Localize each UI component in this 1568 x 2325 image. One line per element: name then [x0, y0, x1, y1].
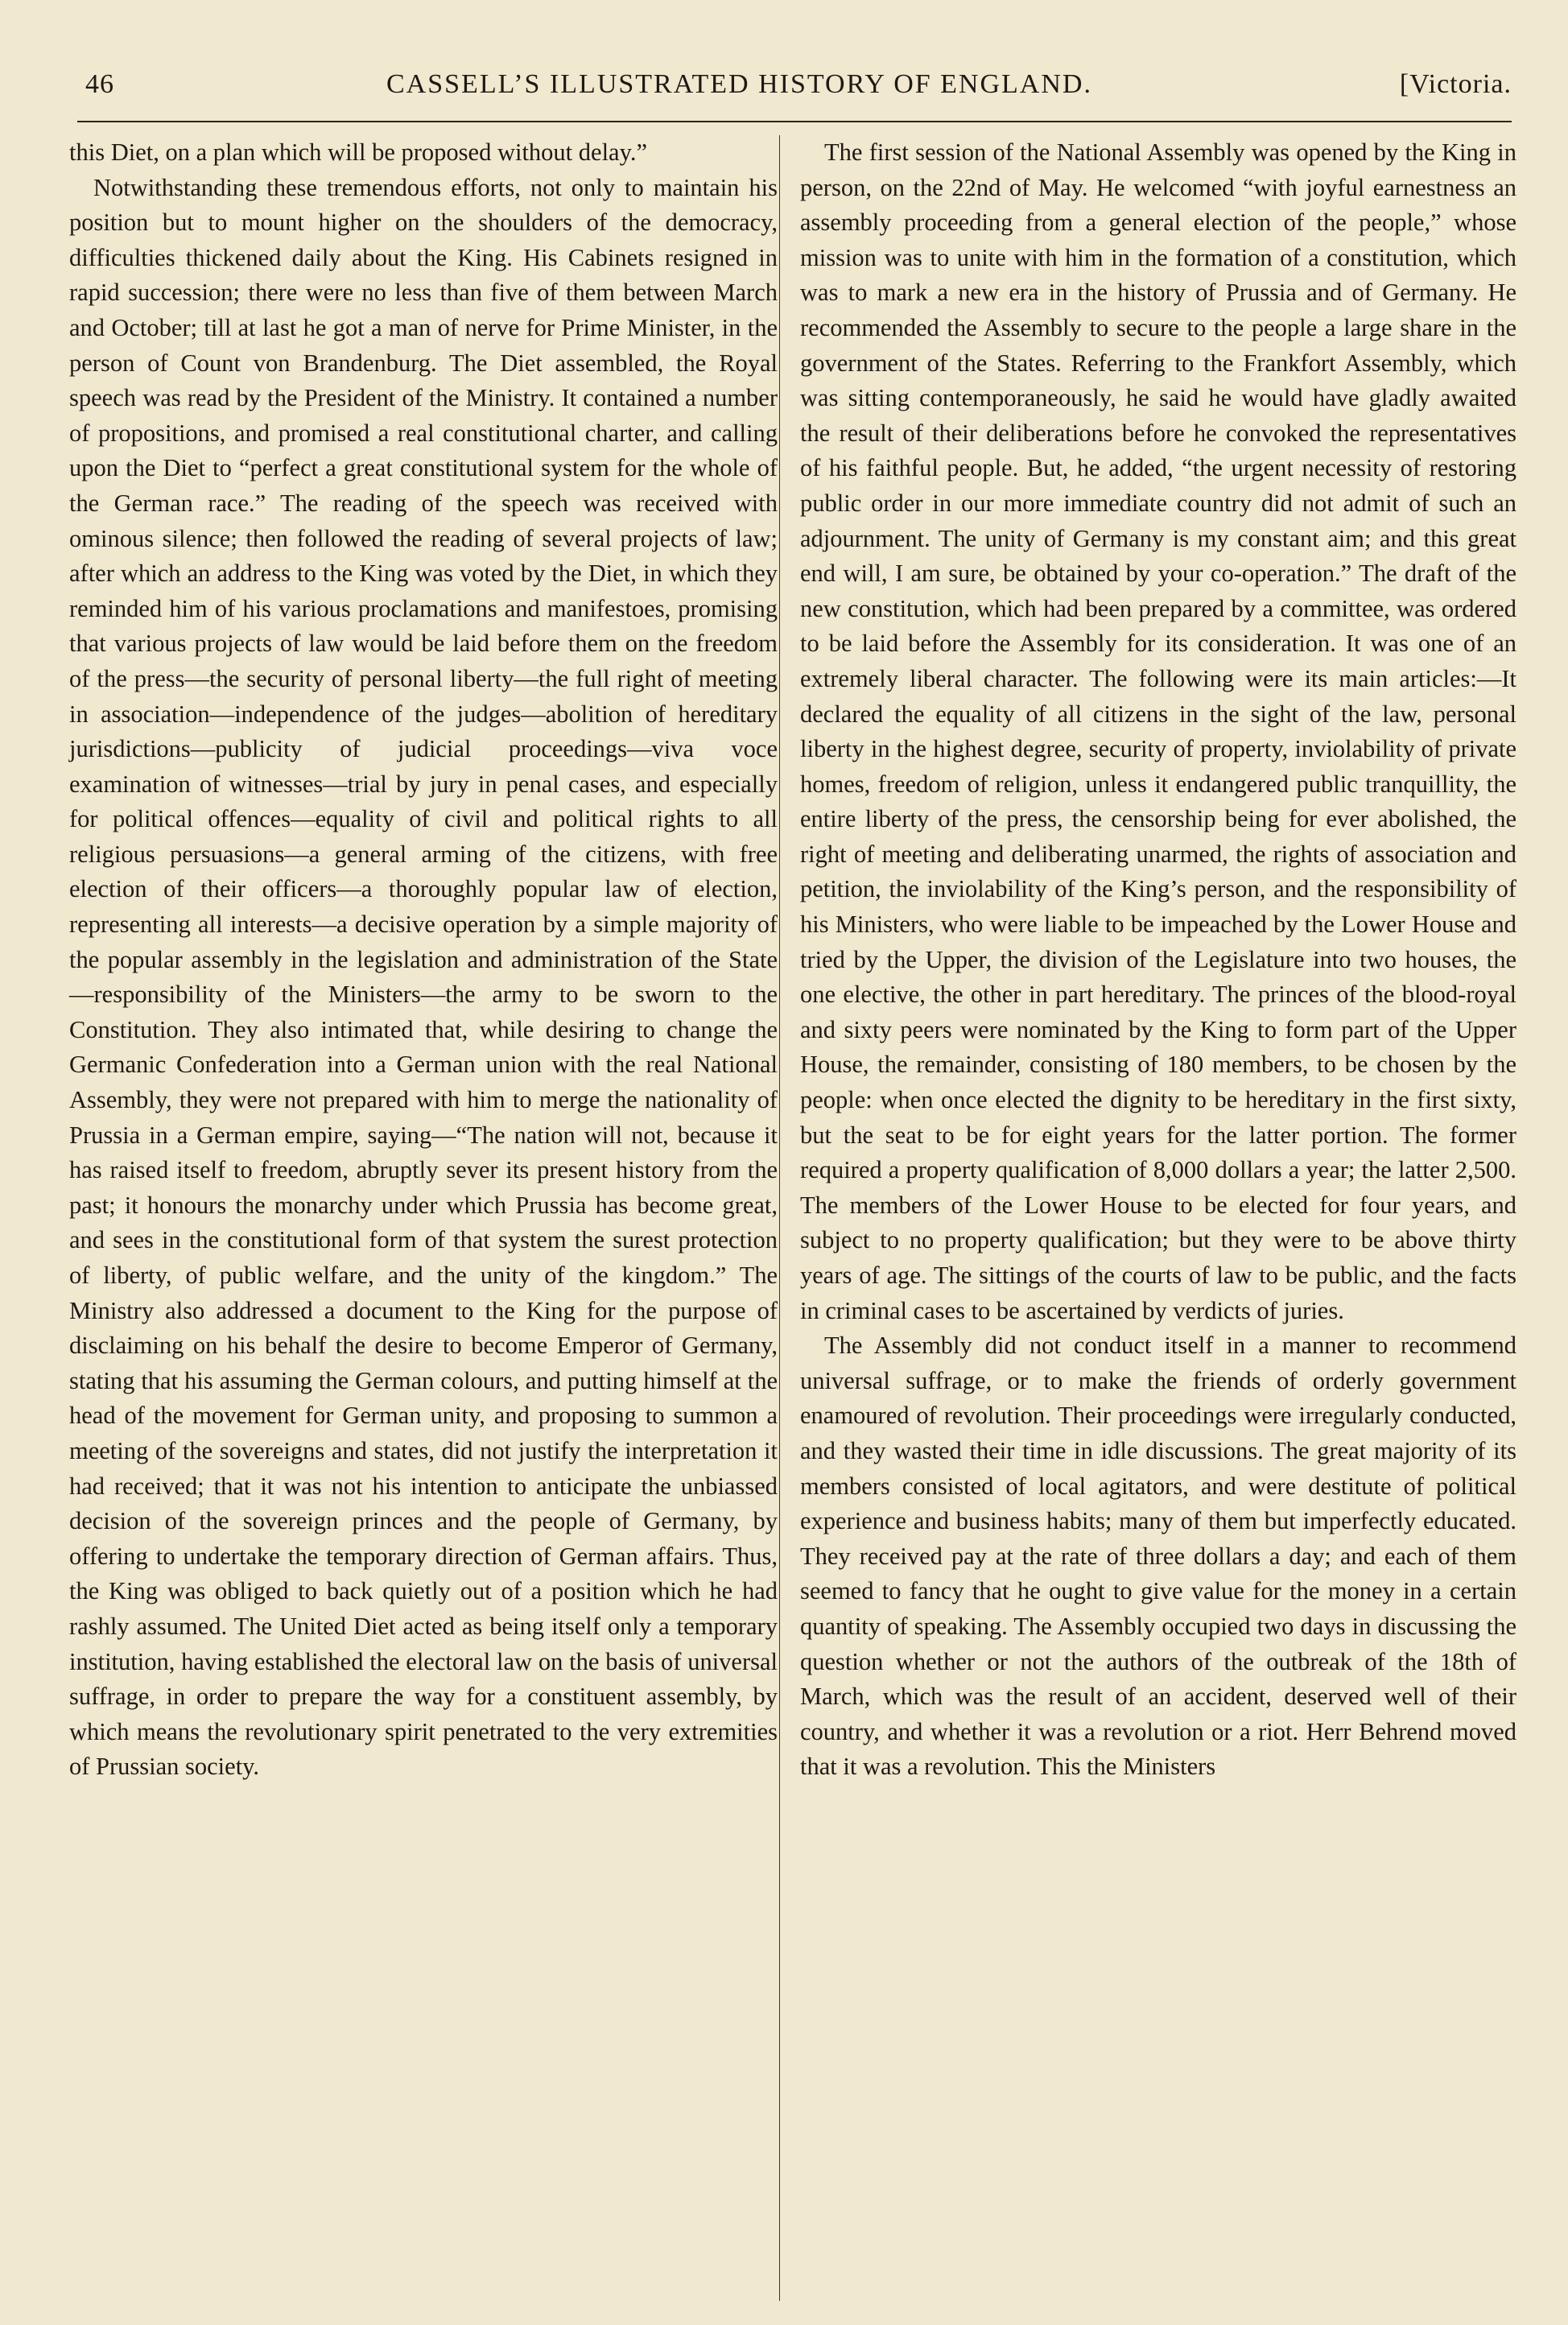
left-paragraph-2: Notwithstanding these tremendous efforts, not only to maintain his position but to mount higher on the shoulders of the democracy, difficulties thickened daily about the King. His Cabinets resigned in rapid succession; there were no less than five of them between March and October; till at last he got a man of nerve for Prime Minister, in the person of Count von Brandenburg. The Diet assembled, the Royal speech was read by the President of the Ministry. It contained a number of propositions, and promised a real constitutional charter, and calling upon the Diet to “perfect a great constitutional system for the whole of the German race.” The reading of the speech was received with ominous silence; then followed the reading of several projects of law; after which an address to the King was voted by the Diet, in which they reminded him of his various proclamations and manifestoes, promising that various projects of law would be laid before them on the freedom of the press—the security of personal liberty—the full right of meeting in association—independence of the judges—abolition of hereditary jurisdictions—publicity of judicial proceedings—viva voce examination of witnesses—trial by jury in penal cases, and especially for political offences—equality of civil and political rights to all religious persuasions—a general arming of the citizens, with free election of their officers—a thoroughly popular law of election, representing all interests—a decisive operation by a simple majority of the popular assembly in the legislation and administration of the State—responsibility of the Ministers—the army to be sworn to the Constitution. They also intimated that, while desiring to change the Germanic Confederation into a German union with the real National Assembly, they were not prepared with him to merge the nationality of Prussia in a German empire, saying—“The nation will not, because it has raised itself to freedom, abruptly sever its present history from the past; it honours the monarchy under which Prussia has become great, and sees in the constitutional form of that system the surest protection of liberty, of public welfare, and the unity of the kingdom.” The Ministry also addressed a document to the King for the purpose of disclaiming on his behalf the desire to become Emperor of Germany, stating that his assuming the German colours, and putting himself at the head of the movement for German unity, and proposing to summon a meeting of the sovereigns and states, did not justify the interpretation it had received; that it was not his intention to anticipate the unbiassed decision of the sovereign princes and the people of Germany, by offering to undertake the temporary direction of German affairs. Thus, the King was obliged to back quietly out of a position which he had rashly assumed. The United Diet acted as being itself only a temporary institution, having established the electoral law on the basis of universal suffrage, in order to prepare the way for a constituent assembly, by which means the revolutionary spirit penetrated to the very extremities of Prussian society. [69, 173, 778, 1781]
column-divider [779, 135, 780, 2301]
right-paragraph-2: The Assembly did not conduct itself in a manner to recommend universal suffrage, or to make the friends of orderly government enamoured of revolution. Their proceedings were irregularly conducted, and they wasted their time in idle discussions. The great majority of its members consisted of local agitators, and were destitute of political experience and business habits; many of them but imperfectly educated. They received pay at the rate of three dollars a day; and each of them seemed to fancy that he ought to give value for the money in a certain quantity of speaking. The Assembly occupied two days in discussing the question whether or not the authors of the outbreak of the 18th of March, which was the result of an accident, deserved well of their country, and whether it was a revolution or a riot. Herr Behrend moved that it was a revolution. This the Ministers [800, 1332, 1516, 1781]
running-title: CASSELL’S ILLUSTRATED HISTORY OF ENGLAND. [386, 69, 1092, 99]
page-number: 46 [85, 69, 114, 99]
right-paragraph-1: The first session of the National Assembly was opened by the King in person, on the 22nd of May. He welcomed “with joyful earnestness an assembly proceeding from a general election of the people,” whose mission was to unite with him in the formation of a constitution, which was to mark a new era in the history of Prussia and of Germany. He recommended the Assembly to secure to the people a large share in the government of the States. Referring to the Frankfort Assembly, which was sitting contemporaneously, he said he would have gladly awaited the result of their deliberations before he convoked the representatives of his faithful people. But, he added, “the urgent necessity of restoring public order in our more immediate country did not admit of such an adjournment. The unity of Germany is my constant aim; and this great end will, I am sure, be obtained by your co-operation.” The draft of the new constitution, which had been prepared by a committee, was ordered to be laid before the Assembly for its consideration. It was one of an extremely liberal character. The following were its main articles:—It declared the equality of all citizens in the sight of the law, personal liberty in the highest degree, security of property, inviolability of private homes, freedom of religion, unless it endangered public tranquillity, the entire liberty of the press, the censorship being for ever abolished, the right of meeting and deliberating unarmed, the rights of association and petition, the inviolability of the King’s person, and the responsibility of his Ministers, who were liable to be impeached by the Lower House and tried by the Upper, the division of the Legislature into two houses, the one elective, the other in part hereditary. The princes of the blood-royal and sixty peers were nominated by the King to form part of the Upper House, the remainder, consisting of 180 members, to be chosen by the people: when once elected the dignity to be hereditary in the first sixty, but the seat to be for eight years for the latter portion. The former required a property qualification of 8,000 dollars a year; the latter 2,500. The members of the Lower House to be elected for four years, and subject to no property qualification; but they were to be above thirty years of age. The sittings of the courts of law to be public, and the facts in criminal cases to be ascertained by verdicts of juries. [800, 138, 1516, 1324]
header-rule [77, 121, 1512, 122]
page-header [77, 64, 1512, 113]
left-paragraph-1: this Diet, on a plan which will be proposed without delay.” [69, 138, 648, 166]
left-column [69, 135, 778, 1785]
section-label: [Victoria. [1399, 69, 1512, 99]
right-column [800, 135, 1516, 1785]
